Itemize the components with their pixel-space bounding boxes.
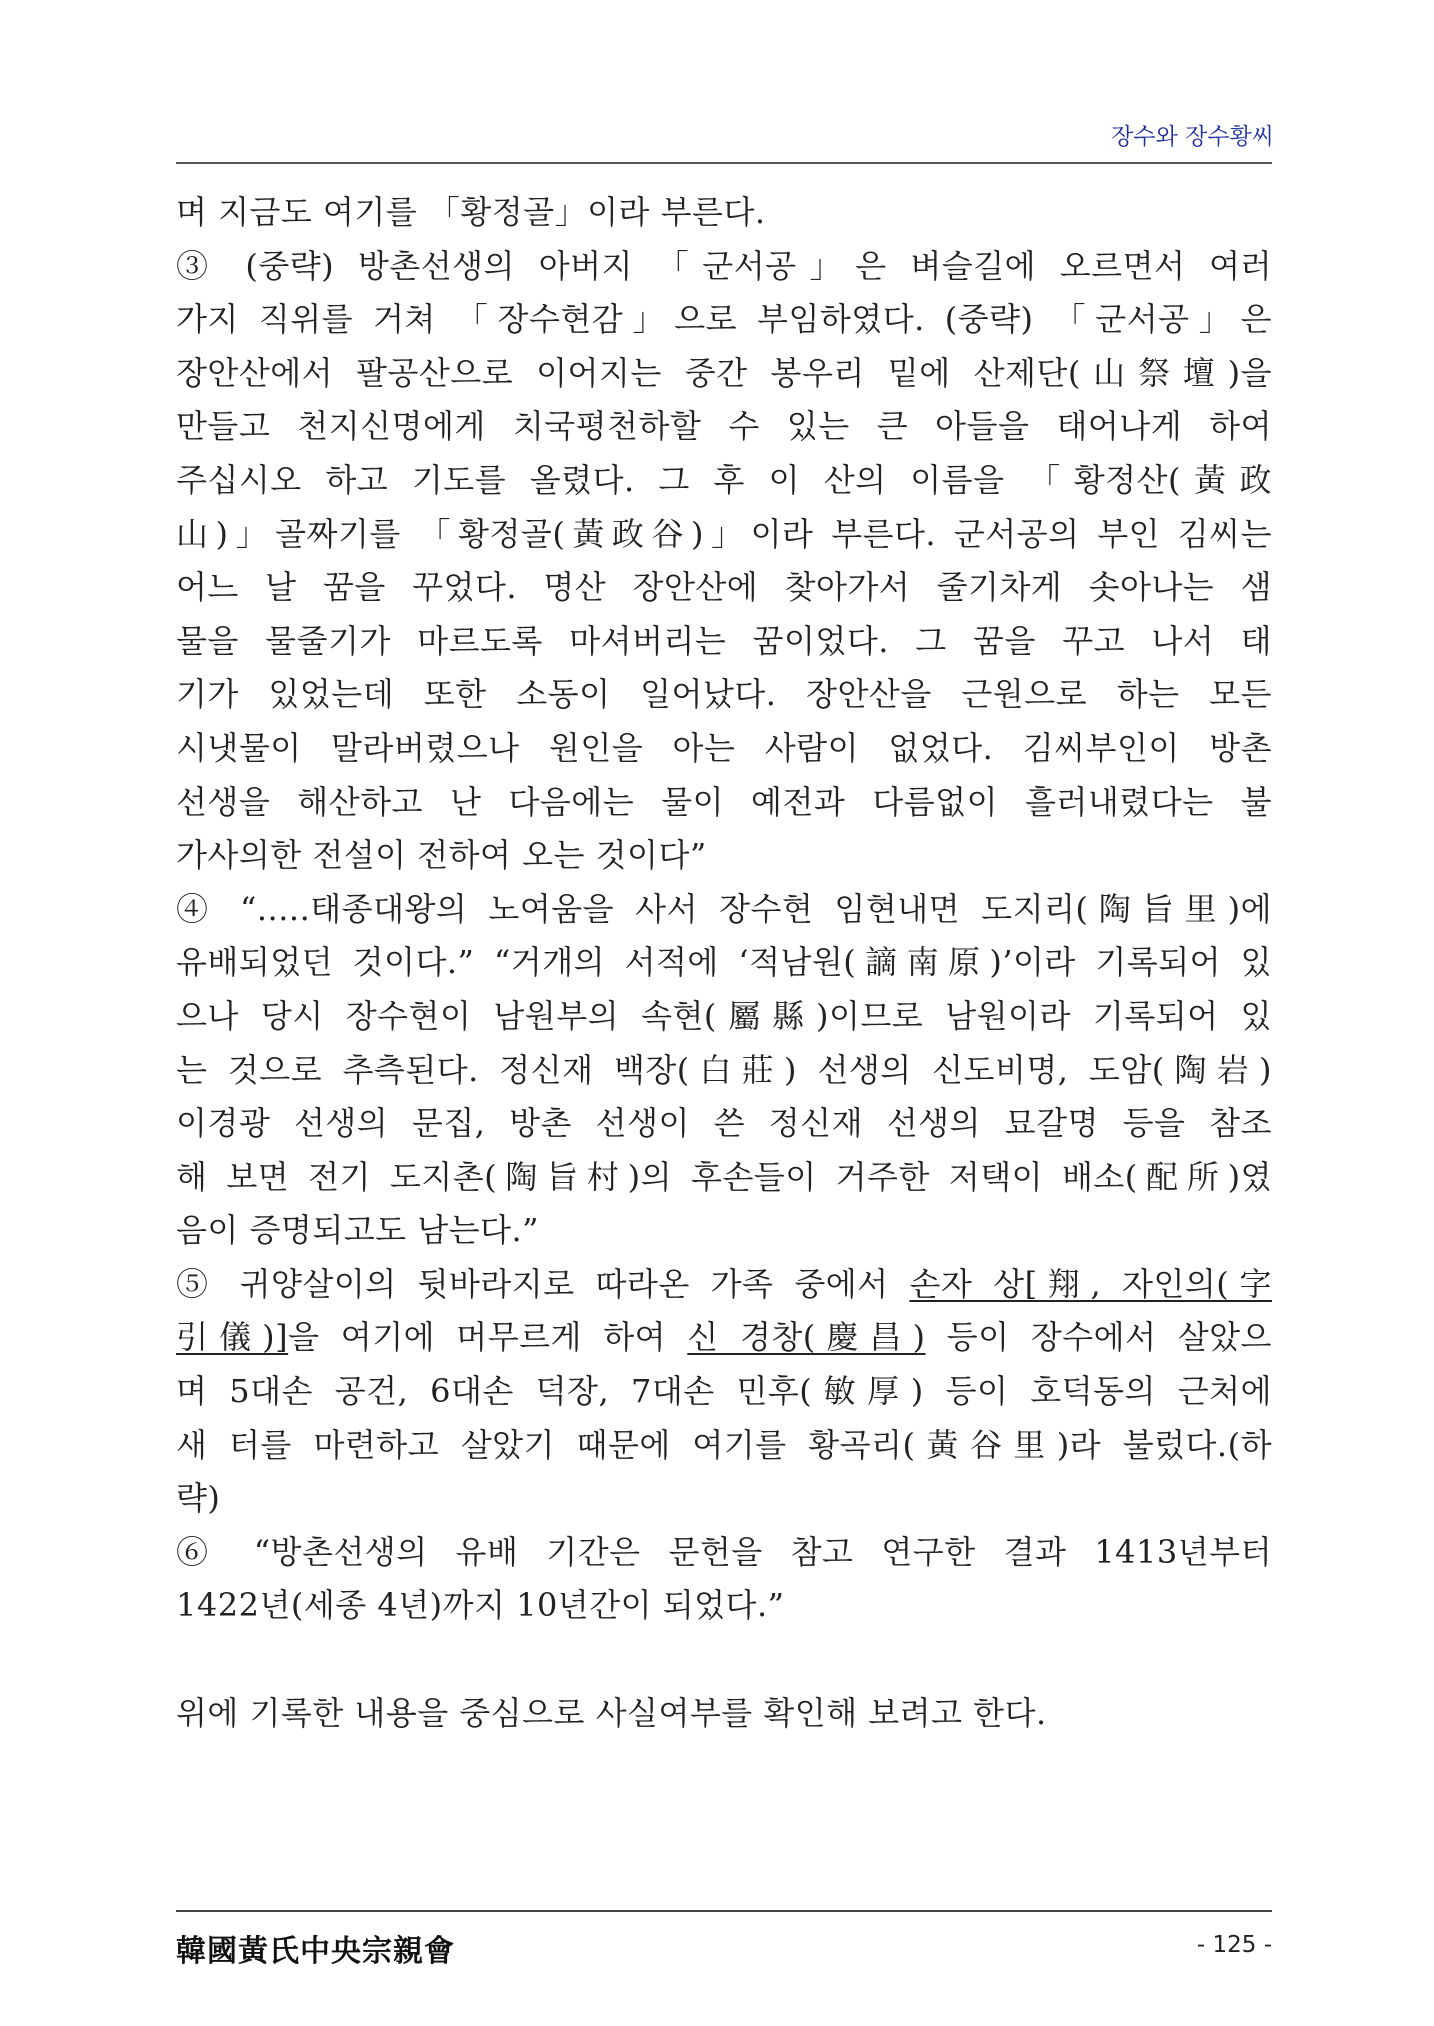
text-line: 가지 직위를 거쳐 「장수현감」으로 부임하였다. (중략) 「군서공」은	[176, 300, 1272, 339]
text-line: 가사의한 전설이 전하여 오는 것이다”	[176, 836, 707, 875]
text-line: 는 것으로 추측된다. 정신재 백장(白莊) 선생의 신도비명, 도암(陶岩)	[176, 1050, 1272, 1089]
text-line: 위에 기록한 내용을 중심으로 사실여부를 확인해 보려고 한다.	[176, 1693, 1047, 1732]
text-line	[176, 1258, 1272, 1312]
text-line: 으나 당시 장수현이 남원부의 속현(屬縣)이므로 남원이라 기록되어 있	[176, 996, 1272, 1035]
running-header-title: 장수와 장수황씨	[1111, 124, 1274, 150]
text-line: 山)」골짜기를 「황정골(黃政谷)」이라 부른다. 군서공의 부인 김씨는	[176, 514, 1272, 553]
footer-divider	[176, 1910, 1272, 1912]
text-line: 유배되었던 것이다.” “거개의 서적에 ‘적남원(謫南原)’이라 기록되어 있	[176, 943, 1272, 982]
text-segment: 을 여기에 머무르게 하여	[288, 1318, 688, 1357]
underlined-text: 손자 상[翔, 자인의(字	[909, 1264, 1272, 1303]
text-line: 해 보면 전기 도지촌(陶旨村)의 후손들이 거주한 저택이 배소(配所)였	[176, 1157, 1272, 1196]
text-line: 주십시오 하고 기도를 올렸다. 그 후 이 산의 이름을 「황정산(黃政	[176, 460, 1272, 499]
text-line: 새 터를 마련하고 살았기 때문에 여기를 황곡리(黃谷里)라 불렀다.(하	[176, 1425, 1272, 1464]
text-line: 며 5대손 공건, 6대손 덕장, 7대손 민후(敏厚) 등이 호덕동의 근처에	[176, 1372, 1272, 1411]
underlined-text: 신 경창(慶昌)	[687, 1318, 926, 1357]
text-line: 시냇물이 말라버렸으나 원인을 아는 사람이 없었다. 김씨부인이 방촌	[176, 728, 1272, 767]
text-line: 략)	[176, 1479, 221, 1518]
text-line: ⑥ “방촌선생의 유배 기간은 문헌을 참고 연구한 결과 1413년부터	[176, 1532, 1272, 1571]
text-line: 선생을 해산하고 난 다음에는 물이 예전과 다름없이 흘러내렸다는 불	[176, 782, 1272, 821]
document-body	[176, 186, 1272, 1740]
text-line: 기가 있었는데 또한 소동이 일어났다. 장안산을 근원으로 하는 모든	[176, 675, 1272, 714]
text-line: 만들고 천지신명에게 치국평천하할 수 있는 큰 아들을 태어나게 하여	[176, 407, 1272, 446]
footer-organization: 韓國黃氏中央宗親會	[176, 1934, 455, 1969]
text-line: 이경광 선생의 문집, 방촌 선생이 쓴 정신재 선생의 묘갈명 등을 참조	[176, 1104, 1272, 1143]
page-number: - 125 -	[1196, 1932, 1272, 1958]
text-line: 1422년(세종 4년)까지 10년간이 되었다.”	[176, 1586, 785, 1625]
text-line: ④ “.....태종대왕의 노여움을 사서 장수현 임현내면 도지리(陶旨里)에	[176, 889, 1272, 928]
text-line: 장안산에서 팔공산으로 이어지는 중간 봉우리 밑에 산제단(山祭壇)을	[176, 353, 1272, 392]
text-line: 음이 증명되고도 남는다.”	[176, 1211, 539, 1250]
blank-line	[176, 1633, 1272, 1687]
text-line: 물을 물줄기가 마르도록 마셔버리는 꿈이었다. 그 꿈을 꾸고 나서 태	[176, 621, 1272, 660]
header-divider	[176, 162, 1272, 164]
text-line	[176, 1311, 1272, 1365]
underlined-text: 引儀)]	[176, 1318, 289, 1357]
text-line: ③ (중략) 방촌선생의 아버지 「군서공」은 벼슬길에 오르면서 여러	[176, 246, 1272, 285]
text-segment: ⑤ 귀양살이의 뒷바라지로 따라온 가족 중에서	[176, 1264, 910, 1303]
text-segment: 등이 장수에서 살았으	[925, 1318, 1272, 1357]
text-line: 어느 날 꿈을 꾸었다. 명산 장안산에 찾아가서 줄기차게 솟아나는 샘	[176, 568, 1272, 607]
text-line: 며 지금도 여기를 「황정골」이라 부른다.	[176, 193, 766, 231]
